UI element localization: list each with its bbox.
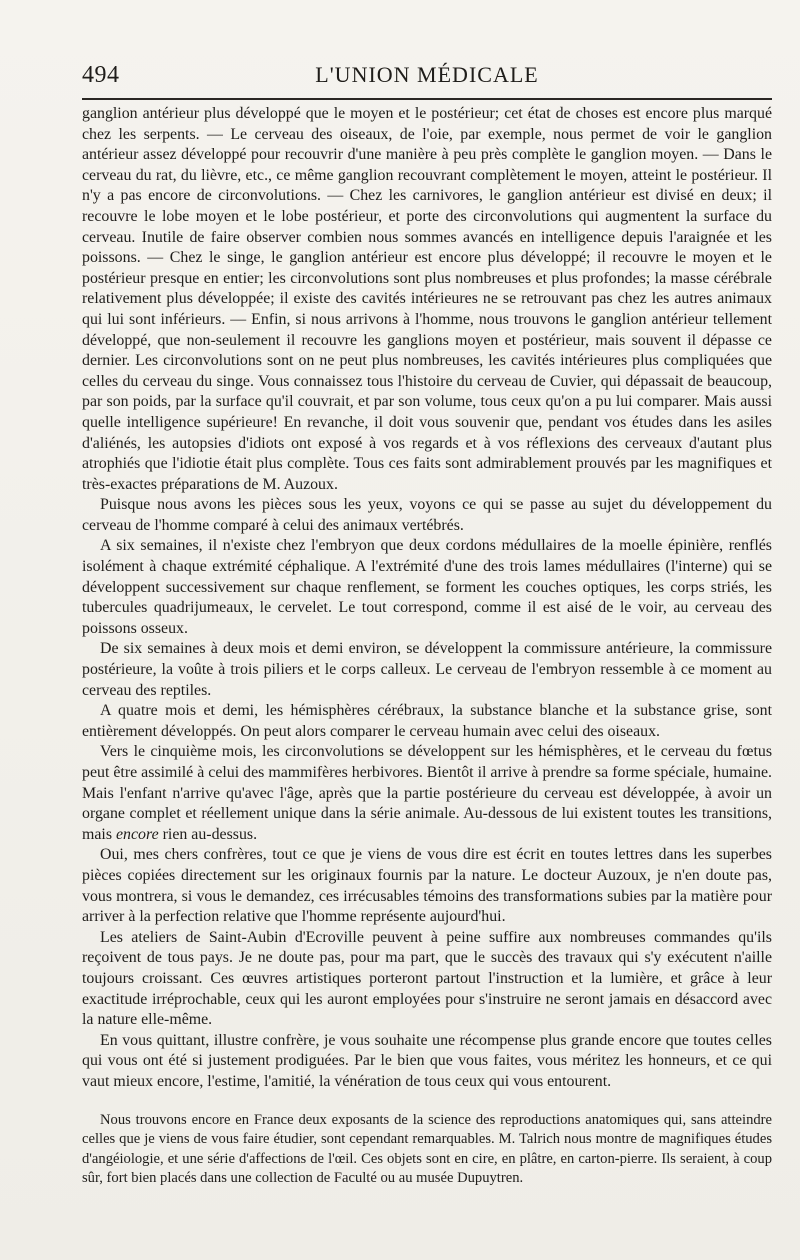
- paragraph: Les ateliers de Saint-Aubin d'Ecroville peuvent à peine suffire aux nombreuses commandes qu'ils reçoivent de tous pays. Je ne doute pas, pour ma part, que le succès des travaux qui s'y exécutent n'aille toujours croissant. Ces œuvres artistiques porteront partout l'instruction et la lumière, et grâce à leur exactitude irréprochable, ceux qui les auront employées pour s'instruire ne seront jamais en désaccord avec la nature elle-même.: [82, 928, 772, 1029]
- paragraph: A six semaines, il n'existe chez l'embryon que deux cordons médullaires de la moelle épinière, renflés isolément à chaque extrémité céphalique. A l'extrémité d'une des trois lames médullaires (l'interne) qui se développent successivement sur chaque renflement, se forment les couches optiques, les corps striés, les tubercules quadrijumeaux, le cervelet. Le tout correspond, comme il est aisé de le voir, au cerveau des poissons osseux.: [82, 537, 772, 637]
- emphasis-word: encore: [116, 825, 159, 843]
- paragraph: [82, 742, 772, 845]
- paragraph: Puisque nous avons les pièces sous les yeux, voyons ce qui se passe au sujet du développement du cerveau de l'homme comparé à celui des animaux vertébrés.: [82, 496, 772, 534]
- paragraph-text: Vers le cinquième mois, les circonvolutions se développent sur les hémisphères, et le cerveau du fœtus peut être assimilé à celui des mammifères herbivores. Bientôt il arrive à prendre sa forme spéciale, humaine. Mais l'enfant n'arrive qu'avec l'âge, après que la partie postérieure du cerveau est développée, à avoir un organe complet et réellement unique dans la série animale. Au-dessous de lui existent toutes les transitions, mais: [82, 743, 772, 843]
- page-header: [82, 58, 772, 96]
- paragraph: En vous quittant, illustre confrère, je vous souhaite une récompense plus grande encore que toutes celles qui vous ont été si justement prodiguées. Par le bien que vous faites, vous méritez les honneurs, et ce qui vaut mieux encore, l'estime, l'amitié, la vénération de tous ceux qui vous entourent.: [82, 1031, 772, 1090]
- page-number: 494: [82, 62, 120, 88]
- paragraph: A quatre mois et demi, les hémisphères cérébraux, la substance blanche et la substance grise, sont entièrement développés. On peut alors comparer le cerveau humain avec celui des oiseaux.: [82, 702, 772, 740]
- paragraph-text: rien au-dessus.: [158, 825, 258, 843]
- paragraph: ganglion antérieur plus développé que le moyen et le postérieur; cet état de choses est encore plus marqué chez les serpents. — Le cerveau des oiseaux, de l'oie, par exemple, nous permet de voir le ganglion antérieur assez développé pour recouvrir d'une manière à peu près complète le ganglion moyen. — Dans le cerveau du rat, du lièvre, etc., ce même ganglion recouvrant complètement le moyen, atteint le postérieur. Il n'y a pas encore de circonvolutions. — Chez les carnivores, le ganglion antérieur est divisé en deux; il recouvre le lobe moyen et le lobe postérieur, et porte des circonvolutions qui augmentent la surface du cerveau. Inutile de faire observer combien nous sommes avancés en intelligence depuis l'araignée et les poissons. — Chez le singe, le ganglion antérieur est encore plus développé; il recouvre le moyen et le postérieur presque en entier; les circonvolutions sont plus nombreuses et plus profondes; la masse cérébrale relativement plus développée; il existe des cavités intérieures ne se retrouvant pas chez les autres animaux qui lui sont inférieurs. — Enfin, si nous arrivons à l'homme, nous trouvons le ganglion antérieur tellement développé, que non-seulement il recouvre les ganglions moyen et postérieur, mais souvent il dépasse ce dernier. Les circonvolutions sont on ne peut plus nombreuses, les cavités intérieures plus compliquées que celles du cerveau du singe. Vous connaissez tous l'histoire du cerveau de Cuvier, qui dépassait de beaucoup, par son poids, par la surface qu'il couvrait, et par son volume, tous ceux qu'on a pu lui comparer. Mais aussi quelle intelligence supérieure! En revanche, il doit vous souvenir que, pendant vos études dans les asiles d'aliénés, les autopsies d'idiots ont exposé à vos regards et à vos réflexions des cerveaux d'autant plus atrophiés que l'idiotie était plus complète. Tous ces faits sont admirablement prouvés par les magnifiques et très-exactes préparations de M. Auzoux.: [82, 105, 772, 493]
- paragraph: Oui, mes chers confrères, tout ce que je viens de vous dire est écrit en toutes lettres dans les superbes pièces copiées directement sur les originaux fournis par la nature. Le docteur Auzoux, je n'en doute pas, vous montrera, si vous le demandez, ces irrécusables témoins des transformations subies par la matière pour arriver à la perfection relative que l'homme représente aujourd'hui.: [82, 846, 772, 926]
- article-body: [82, 104, 772, 1194]
- running-title: L'UNION MÉDICALE: [315, 62, 539, 87]
- header-rule: [82, 98, 772, 100]
- paragraph-note: Nous trouvons encore en France deux exposants de la science des reproductions anatomiques qui, sans atteindre celles que je viens de vous faire étudier, sont cependant remarquables. M. Talrich nous montre de magnifiques études d'angéiologie, et une série d'affections de l'œil. Ces objets sont en cire, en plâtre, en carton-pierre. Ils seraient, à coup sûr, fort bien placés dans une collection de Faculté ou au musée Dupuytren.: [82, 1111, 772, 1187]
- paragraph: De six semaines à deux mois et demi environ, se développent la commissure antérieure, la commissure postérieure, la voûte à trois piliers et le corps calleux. Le cerveau de l'embryon ressemble à ce moment au cerveau des reptiles.: [82, 640, 772, 699]
